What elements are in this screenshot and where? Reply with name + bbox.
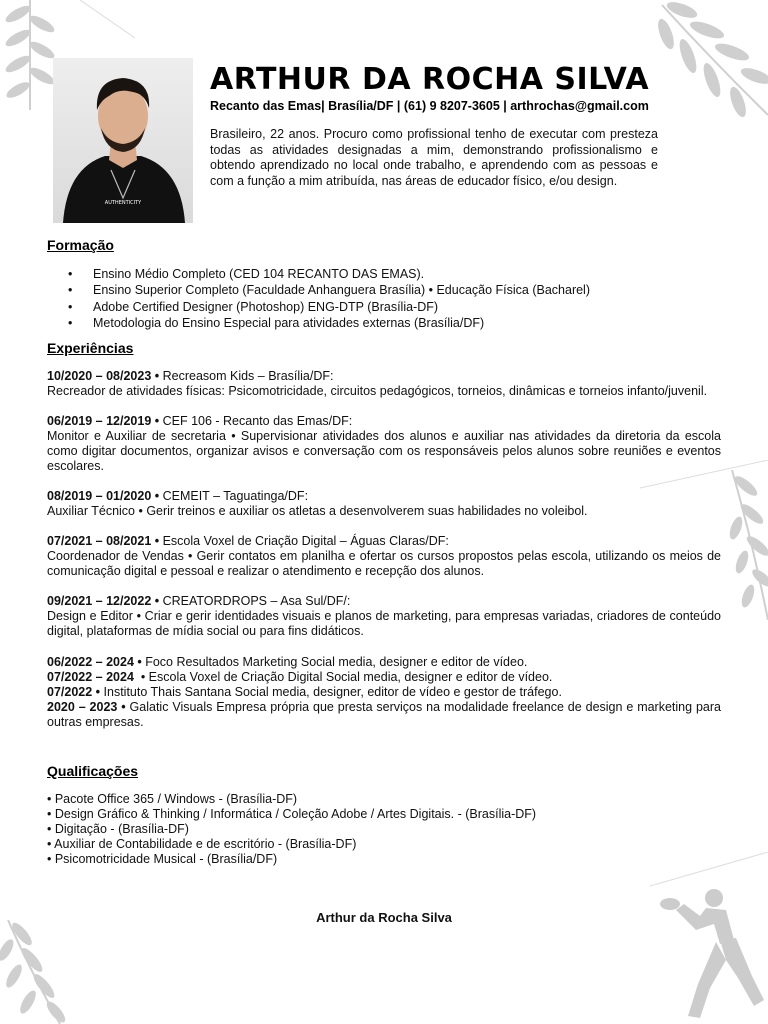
experience-period: 06/2019 – 12/2019 • xyxy=(47,414,160,428)
contact-line: Recanto das Emas| Brasília/DF | (61) 9 8207-3605 | arthrochas@gmail.com xyxy=(210,99,649,113)
experience-description: Coordenador de Vendas • Gerir contatos em planilha e ofertar os cursos propostos pelas escola, utilizando os meios de comunicação digital e pessoal e realizar o atendimento e recepção dos alunos. xyxy=(47,549,721,578)
recent-experience-item xyxy=(47,670,721,685)
qualificacao-item: • Design Gráfico & Thinking / Informática / Coleção Adobe / Artes Digitais. - (Brasília-DF) xyxy=(47,807,537,821)
qualificacoes-list xyxy=(47,792,647,867)
experience-text: • Escola Voxel de Criação Digital Social media, designer e editor de vídeo. xyxy=(133,670,553,684)
recent-experience-list xyxy=(47,655,721,730)
experience-text: Galatic Visuals Empresa própria que presta serviços na modalidade freelance de design e marketing para outras empresas. xyxy=(47,700,721,729)
experience-entry xyxy=(47,489,721,519)
experience-period: 07/2021 – 08/2021 • xyxy=(47,534,160,548)
section-title-qualificacoes: Qualificações xyxy=(47,763,139,779)
experience-period: 09/2021 – 12/2022 • xyxy=(47,594,160,608)
experience-place: CREATORDROPS – Asa Sul/DF/: xyxy=(159,594,351,608)
formacao-item: • Ensino Médio Completo (CED 104 RECANTO DAS EMAS). xyxy=(68,266,668,282)
leaf-branch-top-right xyxy=(652,0,768,120)
profile-photo xyxy=(53,58,193,223)
experience-text: Instituto Thais Santana Social media, designer, editor de vídeo e gestor de tráfego. xyxy=(100,685,562,699)
formacao-item: • Adobe Certified Designer (Photoshop) ENG-DTP (Brasília-DF) xyxy=(68,299,668,315)
experience-period: 10/2020 – 08/2023 • xyxy=(47,369,160,383)
deco-line-top xyxy=(80,0,140,40)
experience-description: Design e Editor • Criar e gerir identidades visuais e planos de marketing, para empresas variadas, criadores de conteúdo digital, plataformas de mídia social ou para fins didáticos. xyxy=(47,609,721,638)
formacao-item: • Metodologia do Ensino Especial para atividades externas (Brasília/DF) xyxy=(68,315,668,331)
leaf-branch-top-left xyxy=(0,0,60,110)
experience-period: 06/2022 – 2024 • xyxy=(47,655,142,669)
leaf-branch-right-middle xyxy=(722,470,768,620)
candidate-name: ARTHUR DA ROCHA SILVA xyxy=(210,62,650,97)
shirt-text: AUTHENTICITY xyxy=(104,200,142,206)
section-title-experiencias: Experiências xyxy=(47,340,134,356)
profile-summary: Brasileiro, 22 anos. Procuro como profissional tenho de executar com presteza todas as atividades designadas a mim, demonstrando profissionalismo e obtendo aprendizado no local onde trabalho, e aprendendo com as pessoas e com a função a mim atribuída, nas áreas de educador físico, e/ou design. xyxy=(210,127,658,188)
experience-entry xyxy=(47,534,721,579)
recent-experience-item xyxy=(47,655,721,670)
experience-period: 07/2022 • xyxy=(47,685,101,699)
formacao-list xyxy=(68,266,668,332)
experience-period: 07/2022 – 2024 xyxy=(47,670,134,684)
experience-text: Foco Resultados Marketing Social media, designer e editor de vídeo. xyxy=(141,655,528,669)
recent-experience-item xyxy=(47,700,721,730)
signature-name: Arthur da Rocha Silva xyxy=(316,910,452,925)
deco-line-bottom-right xyxy=(650,852,768,888)
experience-place: Recreasom Kids – Brasília/DF: xyxy=(159,369,334,383)
experience-description: Recreador de atividades físicas: Psicomotricidade, circuitos pedagógicos, torneios, dinâmicas e torneios infanto/juvenil. xyxy=(47,384,708,398)
experience-place: CEMEIT – Taguatinga/DF: xyxy=(159,489,309,503)
experience-entry xyxy=(47,414,721,474)
experience-entry xyxy=(47,594,721,639)
section-title-formacao: Formação xyxy=(47,237,114,253)
qualificacao-item: • Pacote Office 365 / Windows - (Brasília-DF) xyxy=(47,792,298,806)
qualificacao-item: • Psicomotricidade Musical - (Brasília/DF) xyxy=(47,852,278,866)
qualificacao-item: • Digitação - (Brasília-DF) xyxy=(47,822,189,836)
experience-description: Auxiliar Técnico • Gerir treinos e auxiliar os atletas a desenvolverem suas habilidades no voleibol. xyxy=(47,504,588,518)
experience-description: Monitor e Auxiliar de secretaria • Supervisionar atividades dos alunos e auxiliar nas atividades da diretoria da escola como digitar documentos, organizar avisos e conversação com os responsáveis pelos alunos sobre reuniões e eventos escolares. xyxy=(47,429,721,473)
formacao-item: • Ensino Superior Completo (Faculdade Anhanguera Brasília) • Educação Física (Bacharel) xyxy=(68,282,668,298)
experience-place: Escola Voxel de Criação Digital – Águas Claras/DF: xyxy=(159,534,449,548)
recent-experience-item xyxy=(47,685,721,700)
person-portrait-icon xyxy=(53,58,193,223)
athlete-silhouette-decoration xyxy=(656,880,768,1024)
experience-period: 2020 – 2023 • xyxy=(47,700,126,714)
experience-place: CEF 106 - Recanto das Emas/DF: xyxy=(159,414,353,428)
experience-entry xyxy=(47,369,721,399)
qualificacao-item: • Auxiliar de Contabilidade e de escritório - (Brasília-DF) xyxy=(47,837,357,851)
leaf-branch-bottom-left xyxy=(0,920,70,1024)
experience-period: 08/2019 – 01/2020 • xyxy=(47,489,160,503)
